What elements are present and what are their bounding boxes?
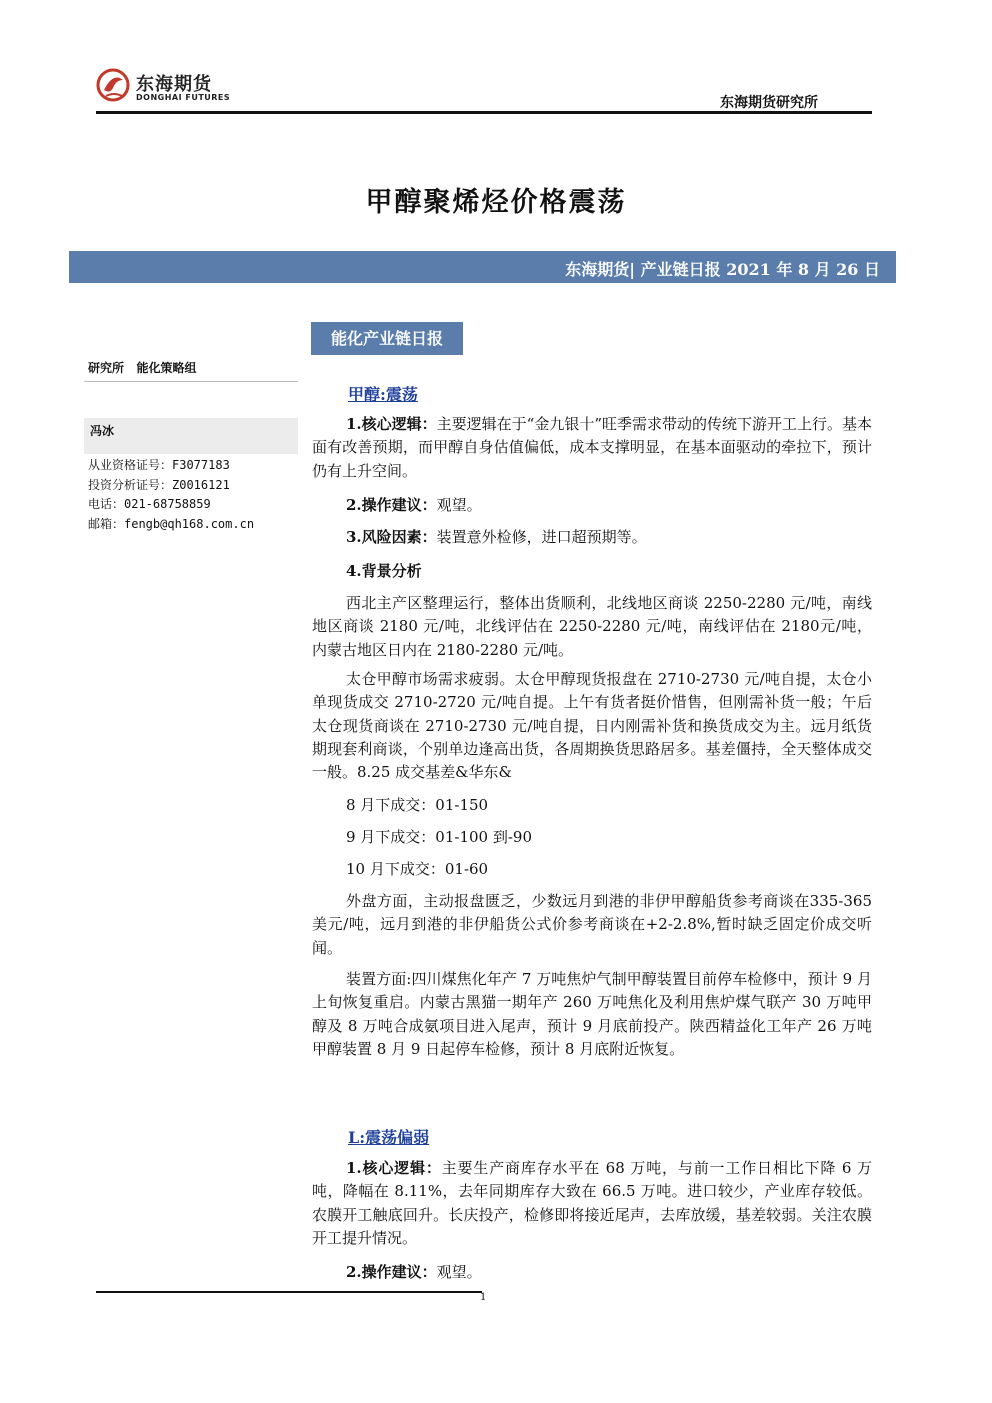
analyst-name: 冯冰 [90,424,115,438]
methanol-basis-september: 9 月下成交：01-100 到-90 [346,828,533,846]
pe-advice-label: 2.操作建议： [346,1263,437,1281]
risk-label: 3.风险因素： [346,528,437,546]
header-institute-label: 东海期货研究所 [720,95,818,111]
core-logic-text: 主要逻辑在于“金九银十”旺季需求带动的传统下游开工上行。基本面有改善预期，而甲醇自身估值偏低，成本支撑明显，在基本面驱动的牵拉下，预计仍有上升空间。 [312,415,873,480]
background-label: 4.背景分析 [346,562,422,580]
analyst-contacts [88,456,254,534]
sidebar-divider [84,381,298,382]
pe-heading[interactable]: L:震荡偏弱 [348,1128,430,1147]
methanol-heading[interactable]: 甲醇:震荡 [348,385,418,404]
email-address: 邮箱：fengb@qh168.com.cn [88,516,255,531]
phone-number: 电话：021-68758859 [88,497,211,511]
methanol-para-taicang: 太仓甲醇市场需求疲弱。太仓甲醇现货报盘在 2710-2730 元/吨自提，太仓小单现货成交 2710-2720 元/吨自提。上午有货者挺价惜售，但刚需补货一般；午后太仓现货商谈在 2710-2730 元/吨自提，日内刚需补货和换货成交为主。远月纸货期现套利商谈，个别单边逢高出货，各周期换货思路居多。基差僵持，全天整体成交一般。8.25 成交基差&华东& [312,670,872,782]
pe-advice [312,1261,872,1284]
footer-divider [96,1291,482,1293]
pe-core-logic [312,1157,872,1250]
methanol-advice [312,494,872,517]
company-logo [96,66,236,106]
methanol-para-northwest: 西北主产区整理运行，整体出货顺利，北线地区商谈 2250-2280 元/吨，南线地区商谈 2180 元/吨，北线评估在 2250-2280 元/吨，南线评估在 2180元/吨， 内蒙古地区日内在 2180-2280 元/吨。 [312,594,872,659]
methanol-basis-october: 10 月下成交：01-60 [346,860,489,878]
report-title: 甲醇聚烯烃价格震荡 [365,187,627,218]
methanol-basis-august: 8 月下成交：01-150 [346,796,489,814]
methanol-para-external: 外盘方面，主动报盘匮乏，少数远月到港的非伊甲醇船货参考商谈在335-365 美元/吨，远月到港的非伊船货公式价参考商谈在+2-2.8%,暂时缺乏固定价成交听闻。 [312,892,872,957]
section-tag: 能化产业链日报 [311,322,463,355]
logo-text-cn: 东海期货 [136,74,212,95]
advice-label: 2.操作建议： [346,496,437,514]
methanol-risk [312,526,872,549]
methanol-background-label [312,560,872,583]
logo-text-en: DONGHAI FUTURES [136,93,231,102]
report-banner [69,251,896,283]
risk-text: 装置意外检修，进口超预期等。 [436,528,647,546]
advice-text: 观望。 [436,496,482,514]
pe-core-logic-text: 主要生产商库存水平在 68 万吨，与前一工作日相比下降 6 万吨，降幅在 8.11%，去年同期库存大致在 66.5 万吨。进口较少，产业库存较低。农膜开工触底回升。长庆投产，检修即将接近尾声，去库放缓，基差较弱。关注农膜开工提升情况。 [312,1159,872,1247]
qualification-number: 从业资格证号：F3077183 [88,458,230,472]
sidebar-team: 研究所 能化策略组 [88,361,197,375]
methanol-core-logic [312,413,872,483]
donghai-logo-icon [96,66,130,104]
core-logic-label: 1.核心逻辑： [346,415,437,433]
pe-advice-text: 观望。 [436,1263,482,1281]
banner-text: 东海期货| 产业链日报 2021 年 8 月 26 日 [565,260,880,279]
analyst-certificate-number: 投资分析证号：Z0016121 [88,477,230,492]
page-number: 1 [480,1292,487,1303]
pe-core-logic-label: 1.核心逻辑： [346,1159,442,1177]
analyst-name-box [84,418,298,454]
header-divider [96,111,872,114]
methanol-para-plants: 装置方面:四川煤焦化年产 7 万吨焦炉气制甲醇装置目前停车检修中，预计 9 月上旬恢复重启。内蒙古黑猫一期年产 260 万吨焦化及利用焦炉煤气联产 30 万吨甲醇及 8 万吨合成氨项目进入尾声，预计 9 月底前投产。陕西精益化工年产 26 万吨甲醇装置 8 月 9 日起停车检修，预计 8 月底附近恢复。 [312,970,872,1058]
